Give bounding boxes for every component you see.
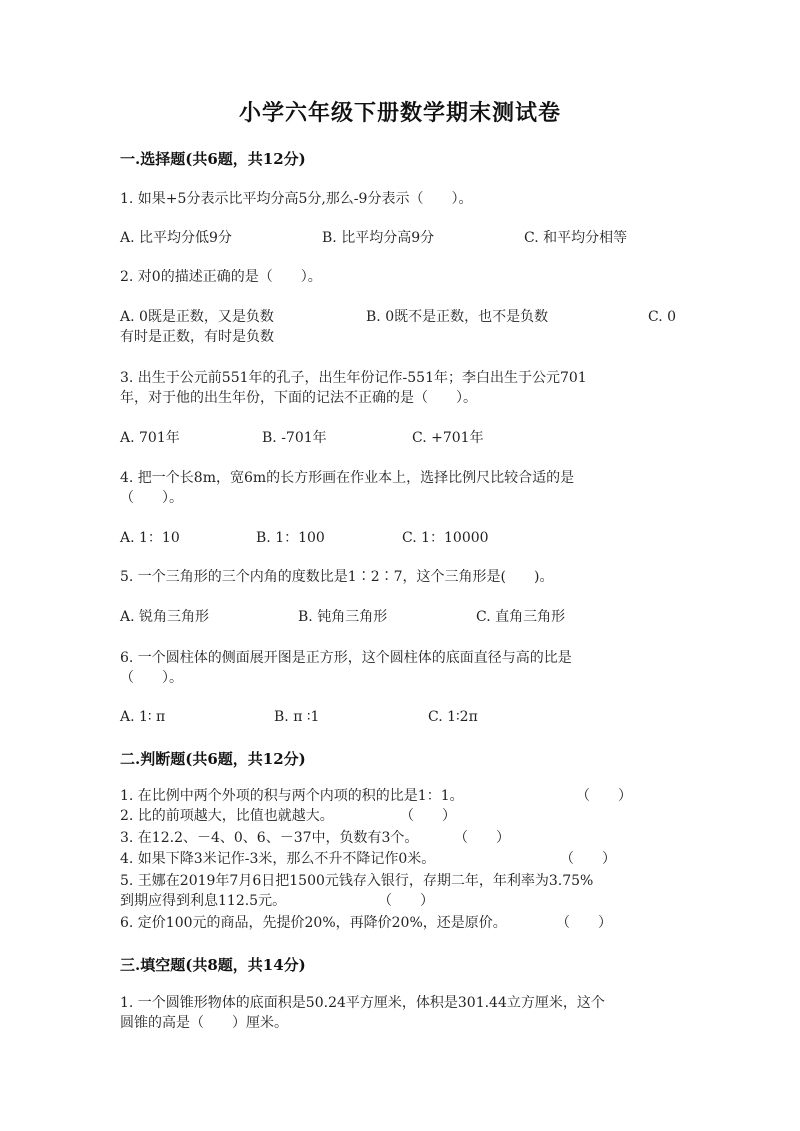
question-1-option-b: B. 比平均分高9分 [322, 230, 435, 246]
question-2-text: 2. 对0的描述正确的是（ ）。 [120, 269, 322, 285]
question-3-option-c: C. +701年 [412, 430, 484, 446]
question-3-option-a: A. 701年 [120, 430, 180, 446]
question-5-option-a: A. 锐角三角形 [120, 609, 210, 625]
judge-item-4: 4. 如果下降3米记作-3米，那么不升不降记作0米。 [120, 851, 436, 867]
question-6-text-line-2: （ ）。 [120, 670, 183, 686]
judge-item-2: 2. 比的前项越大，比值也就越大。 [120, 808, 334, 824]
question-6-option-b: B. π ∶1 [274, 709, 320, 725]
section-heading-fill: 三.填空题(共8题，共14分) [120, 956, 306, 974]
question-3-text-line-2: 年，对于他的出生年份，下面的记法不正确的是（ ）。 [120, 390, 477, 406]
question-5-option-c: C. 直角三角形 [476, 609, 566, 625]
judge-item-4-answer-blank[interactable]: （ ） [560, 851, 616, 867]
question-2-option-a: A. 0既是正数，又是负数 [120, 309, 274, 325]
judge-item-6: 6. 定价100元的商品，先提价20%，再降价20%，还是原价。 [120, 915, 507, 931]
question-4-option-c: C. 1：10000 [402, 530, 489, 546]
section-heading-choice: 一.选择题(共6题，共12分) [120, 150, 306, 168]
question-3-text-line-1: 3. 出生于公元前551年的孔子，出生年份记作-551年；李白出生于公元701 [120, 370, 587, 386]
judge-item-5: 5. 王娜在2019年7月6日把1500元钱存入银行，存期二年，年利率为3.75% [120, 873, 594, 889]
fill-question-1-line-2: 圆锥的高是（ ）厘米。 [120, 1015, 288, 1031]
question-2-option-c-continued: 有时是正数，有时是负数 [120, 329, 274, 345]
judge-item-1-answer-blank[interactable]: （ ） [576, 788, 632, 804]
question-6-option-c: C. 1∶2π [428, 709, 478, 725]
question-2-option-b: B. 0既不是正数，也不是负数 [366, 309, 549, 325]
fill-question-1-line-1: 1. 一个圆锥形物体的底面积是50.24平方厘米，体积是301.44立方厘米，这个 [120, 995, 605, 1011]
question-1-text: 1. 如果+5分表示比平均分高5分,那么-9分表示（ ）。 [120, 191, 473, 207]
judge-item-3: 3. 在12.2、－4、0、6、－37中，负数有3个。 [120, 830, 419, 846]
section-heading-judge: 二.判断题(共6题，共12分) [120, 750, 306, 768]
judge-item-6-answer-blank[interactable]: （ ） [556, 915, 612, 931]
question-2-option-c: C. 0 [648, 309, 677, 325]
question-6-text-line-1: 6. 一个圆柱体的侧面展开图是正方形，这个圆柱体的底面直径与高的比是 [120, 650, 572, 666]
page-title: 小学六年级下册数学期末测试卷 [238, 100, 561, 126]
question-5-text: 5. 一个三角形的三个内角的度数比是1∶2∶7，这个三角形是( )。 [120, 569, 554, 585]
judge-item-2-answer-blank[interactable]: （ ） [400, 808, 456, 824]
question-1-option-c: C. 和平均分相等 [524, 230, 628, 246]
question-6-option-a: A. 1∶ π [120, 709, 166, 725]
judge-item-1: 1. 在比例中两个外项的积与两个内项的积的比是1：1。 [120, 788, 464, 804]
question-4-text-line-2: （ ）。 [120, 490, 183, 506]
question-3-option-b: B. -701年 [262, 430, 327, 446]
question-5-option-b: B. 钝角三角形 [298, 609, 388, 625]
question-4-option-a: A. 1：10 [120, 530, 180, 546]
judge-item-5-answer-blank[interactable]: （ ） [378, 893, 434, 909]
judge-item-3-answer-blank[interactable]: （ ） [454, 830, 510, 846]
judge-item-5-continued: 到期应得到利息112.5元。 [120, 893, 287, 909]
question-1-option-a: A. 比平均分低9分 [120, 230, 232, 246]
question-4-text-line-1: 4. 把一个长8m，宽6m的长方形画在作业本上，选择比例尺比较合适的是 [120, 470, 575, 486]
question-4-option-b: B. 1：100 [256, 530, 325, 546]
